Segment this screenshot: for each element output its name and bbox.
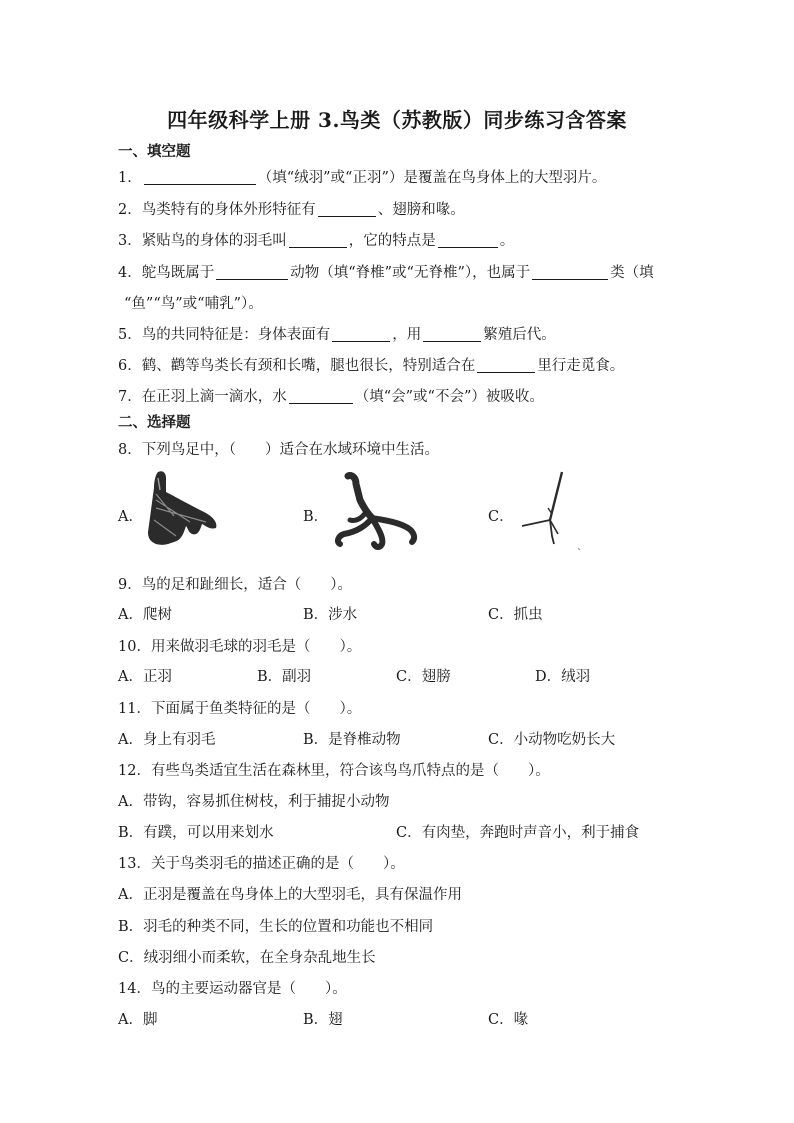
option-14a[interactable]: A．脚 xyxy=(118,1012,158,1028)
option-10a[interactable]: A．正羽 xyxy=(118,669,172,685)
option-9c[interactable]: C．抓虫 xyxy=(488,607,543,623)
answer-blank[interactable] xyxy=(318,201,376,217)
question-1: 1． （填“绒羽”或“正羽”）是覆盖在鸟身体上的大型羽片。 xyxy=(118,170,607,186)
webbed-foot-image xyxy=(144,470,220,552)
option-11c[interactable]: C．小动物吃奶长大 xyxy=(488,732,616,748)
question-10: 10．用来做羽毛球的羽毛是（ ）。 xyxy=(118,639,362,655)
option-14c[interactable]: C．喙 xyxy=(488,1012,529,1028)
option-13c[interactable]: C．绒羽细小而柔软，在全身杂乱地生长 xyxy=(118,950,376,966)
question-5: 5．鸟的共同特征是：身体表面有 ，用 繁殖后代。 xyxy=(118,327,556,343)
section-fill-blank: 一、填空题 xyxy=(118,143,191,160)
answer-blank[interactable] xyxy=(289,232,347,248)
option-8a[interactable]: A． xyxy=(118,509,143,525)
option-9a[interactable]: A．爬树 xyxy=(118,607,172,623)
question-9: 9．鸟的足和趾细长，适合（ ）。 xyxy=(118,577,352,593)
option-13b[interactable]: B．羽毛的种类不同，生长的位置和功能也不相同 xyxy=(118,919,434,935)
option-11b[interactable]: B．是脊椎动物 xyxy=(303,732,401,748)
answer-blank[interactable] xyxy=(438,232,498,248)
option-8b[interactable]: B． xyxy=(303,509,329,525)
option-12a[interactable]: A．带钩，容易抓住树枝，利于捕捉小动物 xyxy=(118,794,390,810)
wading-foot-image xyxy=(518,470,588,558)
question-7: 7．在正羽上滴一滴水，水 （填“会”或“不会”）被吸收。 xyxy=(118,389,544,405)
option-9b[interactable]: B．涉水 xyxy=(303,607,358,623)
question-13: 13．关于鸟类羽毛的描述正确的是（ ）。 xyxy=(118,856,405,872)
option-10c[interactable]: C．翅膀 xyxy=(396,669,451,685)
talon-foot-image xyxy=(326,472,422,554)
question-12: 12．有些鸟类适宜生活在森林里，符合该鸟鸟爪特点的是（ ）。 xyxy=(118,763,550,779)
option-8c[interactable]: C． xyxy=(488,509,514,525)
question-4: 4．鸵鸟既属于 动物（填“脊椎”或“无脊椎”），也属于 类（填 xyxy=(118,265,654,281)
option-14b[interactable]: B．翅 xyxy=(303,1012,343,1028)
page-title: 四年级科学上册 3.鸟类（苏教版）同步练习含答案 xyxy=(167,108,627,132)
question-8: 8．下列鸟足中，（ ）适合在水域环境中生活。 xyxy=(118,442,439,458)
answer-blank[interactable] xyxy=(216,264,288,280)
question-3: 3．紧贴鸟的身体的羽毛叫 ，它的特点是 。 xyxy=(118,233,515,249)
answer-blank[interactable] xyxy=(477,357,535,373)
option-13a[interactable]: A．正羽是覆盖在鸟身体上的大型羽毛，具有保温作用 xyxy=(118,887,462,903)
option-12b[interactable]: B．有蹼，可以用来划水 xyxy=(118,825,274,841)
option-10b[interactable]: B．副羽 xyxy=(257,669,312,685)
section-multiple-choice: 二、选择题 xyxy=(118,414,191,431)
option-10d[interactable]: D．绒羽 xyxy=(535,669,591,685)
option-11a[interactable]: A．身上有羽毛 xyxy=(118,732,216,748)
question-2: 2．鸟类特有的身体外形特征有 、翅膀和喙。 xyxy=(118,202,465,218)
question-6: 6．鹤、鹳等鸟类长有颈和长嘴，腿也很长，特别适合在 里行走觅食。 xyxy=(118,358,625,374)
option-12c[interactable]: C．有肉垫，奔跑时声音小，利于捕食 xyxy=(396,825,640,841)
question-11: 11．下面属于鱼类特征的是（ ）。 xyxy=(118,701,362,717)
question-14: 14．鸟的主要运动器官是（ ）。 xyxy=(118,981,347,997)
answer-blank[interactable] xyxy=(289,388,353,404)
question-4-continued: “鱼”“鸟”或“哺乳”）。 xyxy=(124,296,263,312)
answer-blank[interactable] xyxy=(423,326,481,342)
answer-blank[interactable] xyxy=(144,169,256,185)
answer-blank[interactable] xyxy=(532,264,608,280)
answer-blank[interactable] xyxy=(332,326,390,342)
